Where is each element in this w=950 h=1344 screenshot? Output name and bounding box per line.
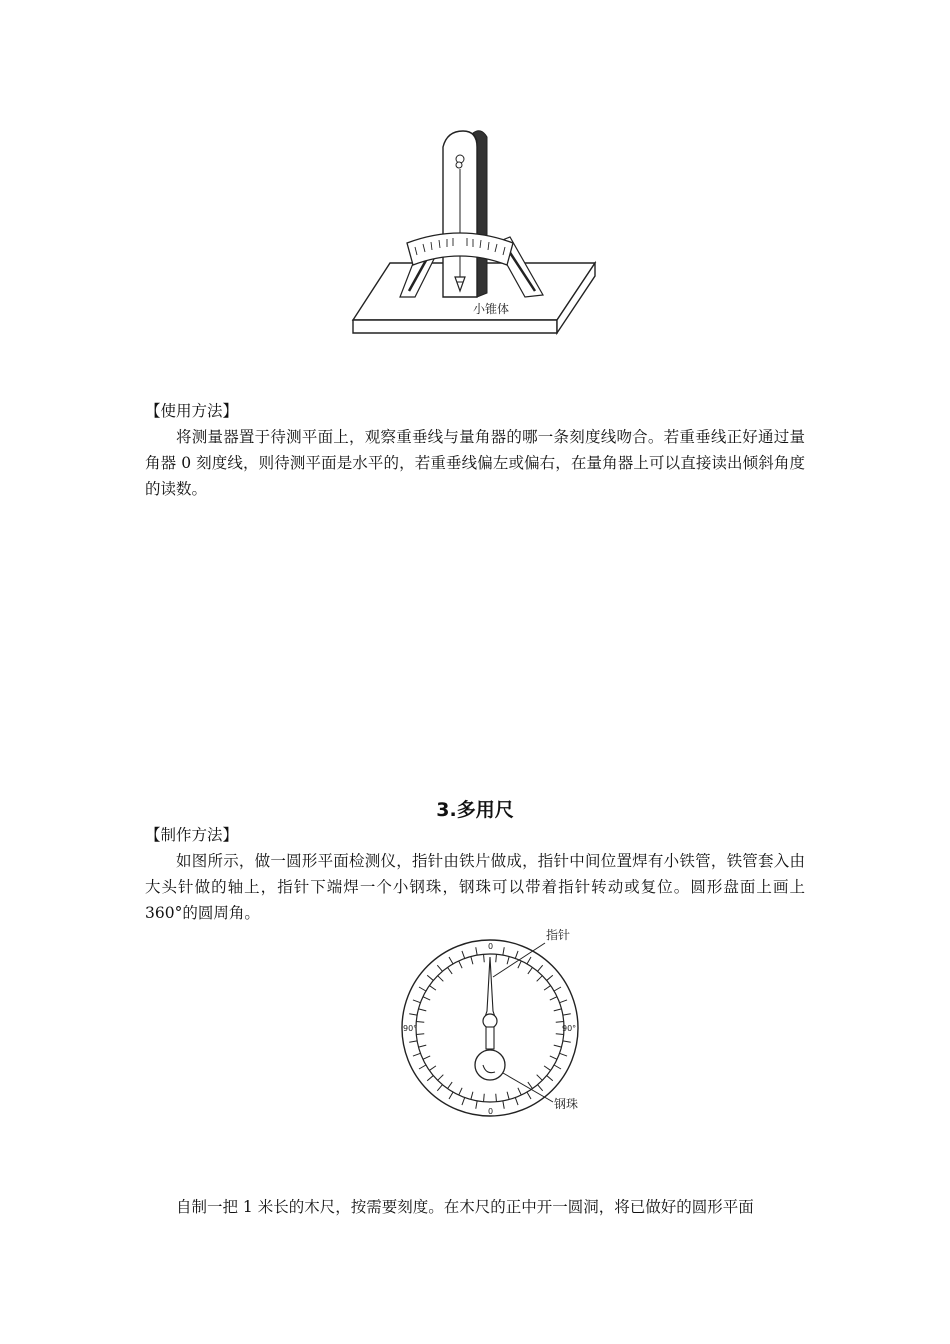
pointer-label: 指针 [546,928,571,942]
tick-top: 0 [488,942,494,951]
dial-inner-tick [416,1022,424,1023]
tick-left: 90° [403,1024,418,1033]
figure1-label: 小锥体 [473,302,510,316]
usage-paragraph: 将测量器置于待测平面上，观察重垂线与量角器的哪一条刻度线吻合。若重垂线正好通过量角器 0 刻度线，则待测平面是水平的，若重垂线偏左或偏右，在量角器上可以直接读出倾斜角度的读数。 [145,428,805,498]
dial-inner-tick [496,1094,497,1102]
making-heading: 【制作方法】 [145,826,239,844]
dial-inner-tick [496,954,497,962]
trailing-paragraph: 自制一把 1 米长的木尺，按需要刻度。在木尺的正中开一圆洞，将已做好的圆形平面 [176,1198,754,1216]
dial-inner-tick [556,1034,564,1035]
dial-inner-tick [556,1022,564,1023]
section-title: 3.多用尺 [436,799,514,821]
dial-inner-tick [484,1094,485,1102]
circular-detector-figure [395,925,595,1120]
tick-right: 90° [562,1024,577,1033]
dial-inner-tick [484,954,485,962]
tick-bottom: 0 [488,1107,494,1116]
ball-label: 钢珠 [554,1097,579,1111]
making-paragraph: 如图所示，做一圆形平面检测仪，指针由铁片做成，指针中间位置焊有小铁管，铁管套入由大头针做的轴上，指针下端焊一个小钢珠，钢珠可以带着指针转动或复位。圆形盘面上画上 360°的圆周角。 [145,852,805,922]
usage-heading: 【使用方法】 [145,402,239,420]
dial-inner-tick [416,1034,424,1035]
plumb-level-figure [345,125,605,340]
